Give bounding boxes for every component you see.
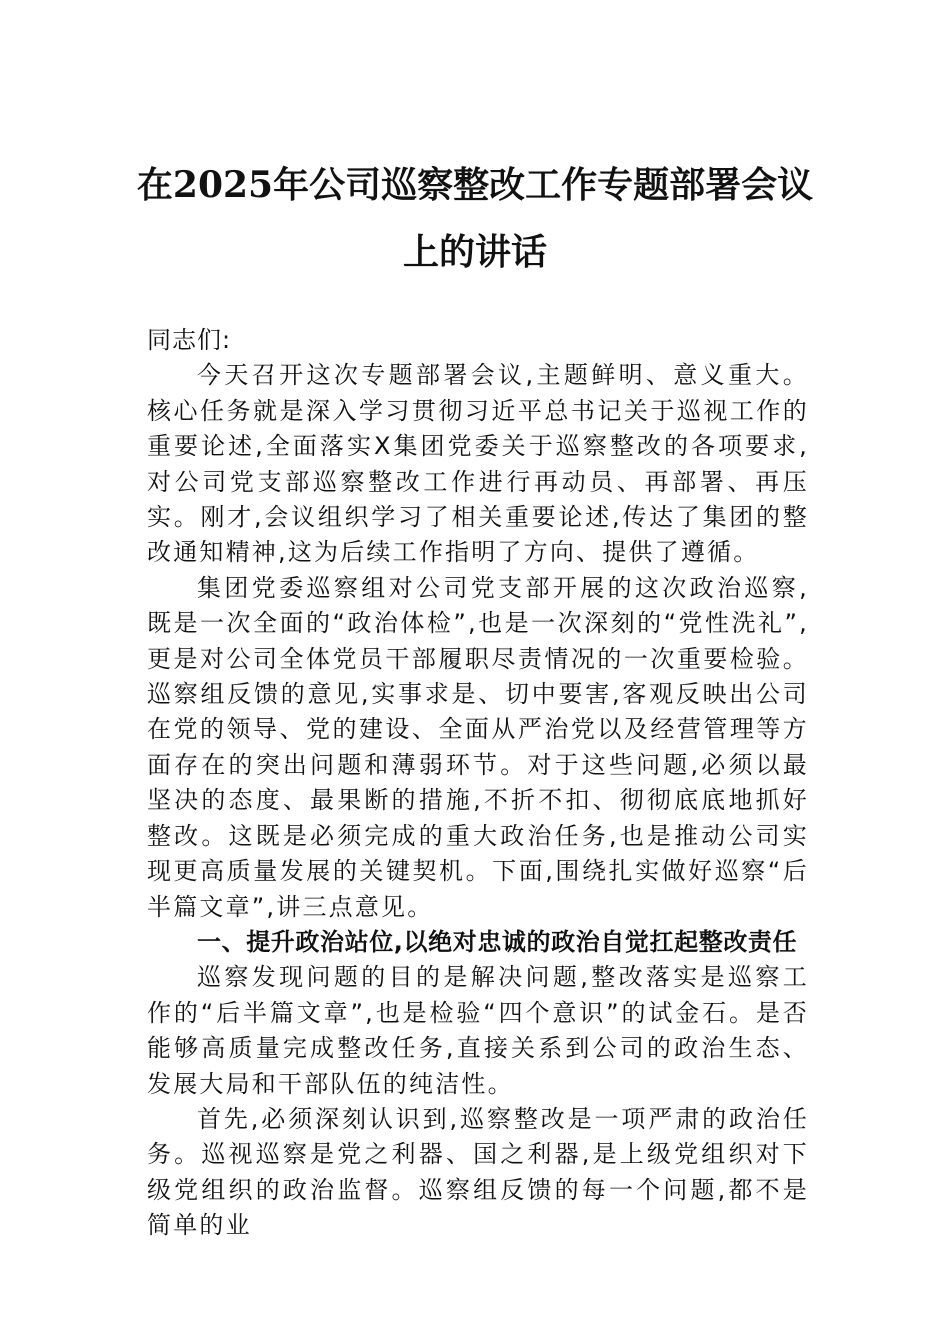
document-title-line-2: 上的讲话 xyxy=(402,231,547,273)
body-paragraph: 今天召开这次专题部署会议,主题鲜明、意义重大。核心任务就是深入学习贯彻习近平总书记关于巡视工作的重要论述,全面落实X集团党委关于巡察整改的各项要求,对公司党支部巡察整改工作进行再动员、再部署、再压实。刚才,会议组织学习了相关重要论述,传达了集团的整改通知精神,这为后续工作指明了方向、提供了遵循。 xyxy=(147,361,809,567)
salutation: 同志们: xyxy=(147,326,232,354)
document-title-line-1: 在2025年公司巡察整改工作专题部署会议 xyxy=(136,164,814,206)
body-paragraph: 首先,必须深刻认识到,巡察整改是一项严肃的政治任务。巡视巡察是党之利器、国之利器,是上级党组织对下级党组织的政治监督。巡察组反馈的每一个问题,都不是简单的业 xyxy=(147,1104,809,1240)
document-body xyxy=(147,323,809,1244)
body-paragraph: 巡察发现问题的目的是解决问题,整改落实是巡察工作的“后半篇文章”,也是检验“四个意识”的试金石。是否能够高质量完成整改任务,直接关系到公司的政治生态、发展大局和干部队伍的纯洁性。 xyxy=(147,963,809,1098)
body-paragraph: 集团党委巡察组对公司党支部开展的这次政治巡察,既是一次全面的“政治体检”,也是一次深刻的“党性洗礼”,更是对公司全体党员干部履职尽责情况的一次重要检验。巡察组反馈的意见,实事求是、切中要害,客观反映出公司在党的领导、党的建设、全面从严治党以及经营管理等方面存在的突出问题和薄弱环节。对于这些问题,必须以最坚决的态度、最果断的措施,不折不扣、彻彻底底地抓好整改。这既是必须完成的重大政治任务,也是推动公司实现更高质量发展的关键契机。下面,围绕扎实做好巡察“后半篇文章”,讲三点意见。 xyxy=(147,573,809,921)
section-heading: 一、提升政治站位,以绝对忠诚的政治自觉扛起整改责任 xyxy=(197,927,798,956)
